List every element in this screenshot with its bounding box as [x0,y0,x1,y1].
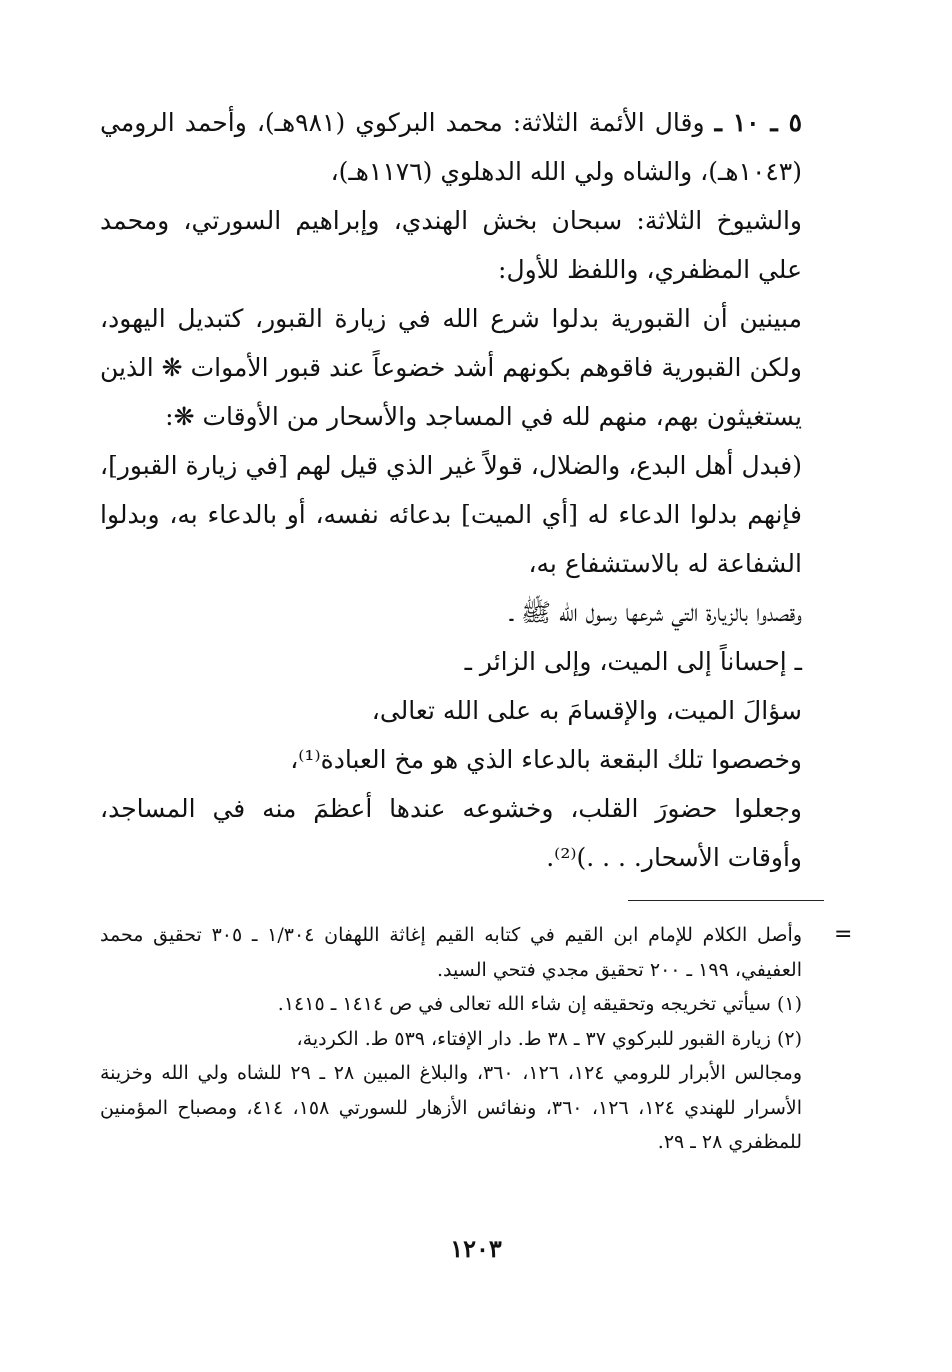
page-number: ١٢٠٣ [450,1234,502,1263]
footnote-1: (١) سيأتي تخريجه وتحقيقه إن شاء الله تعالى في ص ١٤١٤ ـ ١٤١٥. [277,993,802,1015]
quote-line-3: ـ إحساناً إلى الميت، وإلى الزائر ـ [464,647,802,676]
footnote-separator [628,900,824,901]
footnotes [100,918,830,1160]
item-number: ٥ ـ ١٠ ـ [714,108,802,137]
footnote-2-continued: ومجالس الأبرار للرومي ١٢٤، ١٢٦، ٣٦٠، والبلاغ المبين ٢٨ ـ ٢٩ للشاه ولي الله وخزينة الأسرار للهندي ١٢٤، ١٢٦، ٣٦٠، ونفائس الأزهار للسورتي ١٥٨، ٤١٤، ومصباح المؤمنين للمظفري ٢٨ ـ ٢٩. [100,1062,803,1153]
quote-paragraph-1: (فبدل أهل البدع، والضلال، قولاً غير الذي قيل لهم [في زيارة القبور]، فإنهم بدلوا الدعاء له [أي الميت] بدعائه نفسه، أو بالدعاء به، وبدلوا الشفاعة له بالاستشفاع به، [100,451,802,578]
paragraph-3: مبينين أن القبورية بدلوا شرع الله في زيارة القبور، كتبديل اليهود، ولكن القبورية فاقوهم بكونهم أشد خضوعاً عند قبور الأموات ❋ الذين يستغيثون بهم، منهم لله في المساجد والأسحار من الأوقات ❋: [100,304,802,431]
footnote-continuation: وأصل الكلام للإمام ابن القيم في كتابه القيم إغاثة اللهفان ١/٣٠٤ ـ ٣٠٥ تحقيق محمد العفيفي، ١٩٩ ـ ٢٠٠ تحقيق مجدي فتحي السيد. [100,924,802,981]
continuation-mark: = [834,922,853,947]
paragraph-1 [100,98,830,196]
quote-line-2: وقصدوا بالزيارة التي شرعها رسول الله ﷺ ـ [509,598,802,627]
paragraph-1-text: وقال الأئمة الثلاثة: محمد البركوي (٩٨١هـ)، وأحمد الرومي (١٠٤٣هـ)، والشاه ولي الله الدهلوي (١١٧٦هـ)، [100,108,802,186]
main-text [100,98,830,882]
paragraph-2: والشيوخ الثلاثة: سبحان بخش الهندي، وإبراهيم السورتي، ومحمد علي المظفري، واللفظ للأول: [100,206,802,284]
quote-line-6: وجعلوا حضورَ القلب، وخشوعه عندها أعظمَ منه في المساجد، وأوقات الأسحار. . . .)⁽²⁾. [100,794,802,872]
quote-line-5: وخصصوا تلك البقعة بالدعاء الذي هو مخ العبادة⁽¹⁾، [290,745,802,774]
quote-line-4: سؤالَ الميت، والإقسامَ به على الله تعالى، [371,696,802,725]
footnote-2: (٢) زيارة القبور للبركوي ٣٧ ـ ٣٨ ط. دار الإفتاء، ٥٣٩ ط. الكردية، [296,1027,802,1050]
